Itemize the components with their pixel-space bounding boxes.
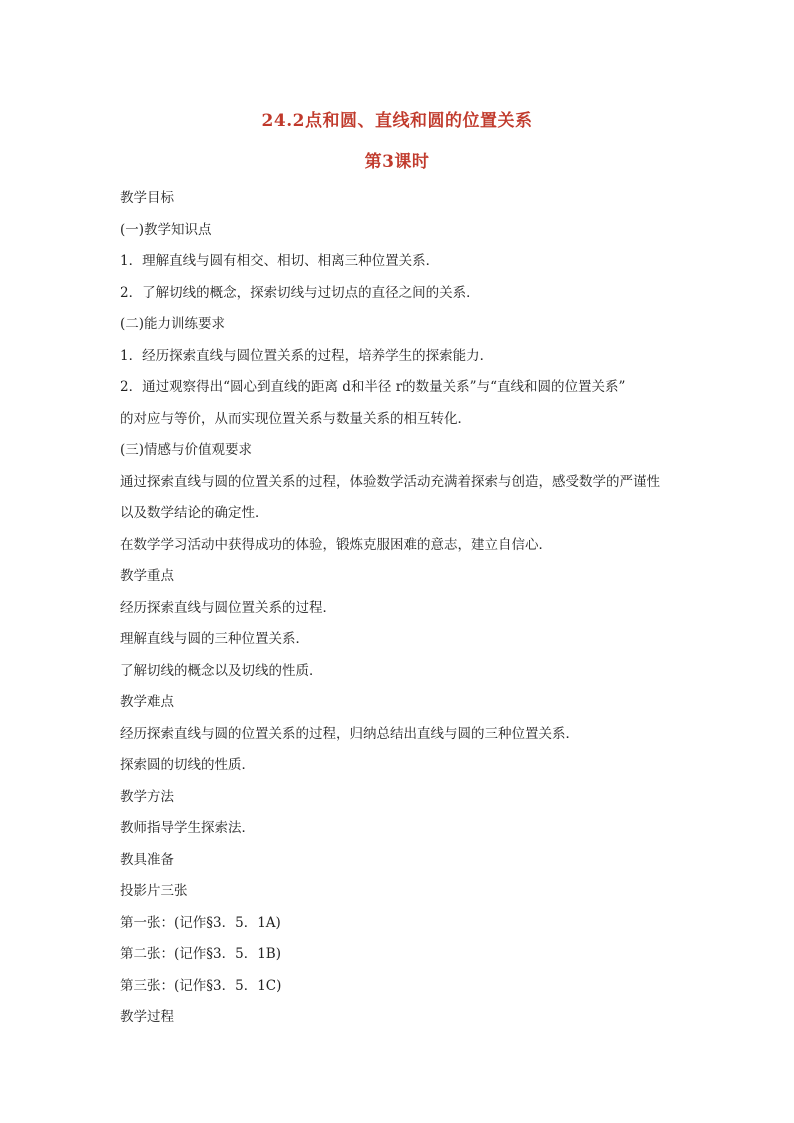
text-line: 通过探索直线与圆的位置关系的过程，体验数学活动充满着探索与创造，感受数学的严谨性 (120, 473, 660, 490)
text-line: 投影片三张 (120, 883, 188, 899)
text-line: 2．了解切线的概念，探索切线与过切点的直径之间的关系． (120, 284, 480, 301)
text-line: 探索圆的切线的性质． (120, 757, 255, 773)
text-line: 第二张：(记作§3．5．1B) (120, 946, 281, 962)
text-line: 了解切线的概念以及切线的性质． (120, 662, 323, 679)
text-line: 第一张：(记作§3．5．1A) (120, 914, 281, 931)
text-line: (一)教学知识点 (120, 221, 212, 238)
text-line: 教学过程 (120, 1009, 174, 1025)
text-line: 以及数学结论的确定性． (120, 505, 269, 521)
text-line: 1．理解直线与圆有相交、相切、相离三种位置关系． (120, 253, 440, 269)
text-line: 教学方法 (120, 788, 174, 805)
text-line: 经历探索直线与圆的位置关系的过程，归纳总结出直线与圆的三种位置关系． (120, 725, 579, 742)
text-line: 教学重点 (120, 568, 174, 584)
document-subtitle: 第3课时 (364, 152, 430, 172)
text-line: 理解直线与圆的三种位置关系． (120, 631, 309, 647)
text-line: 1．经历探索直线与圆位置关系的过程，培养学生的探索能力． (120, 347, 494, 364)
text-line: (二)能力训练要求 (120, 316, 226, 332)
document-title: 24.2点和圆、直线和圆的位置关系 (261, 111, 533, 131)
document-body (120, 183, 680, 1034)
text-line: 教学难点 (120, 694, 174, 710)
text-line: 教学目标 (120, 190, 174, 206)
text-line: 的对应与等价，从而实现位置关系与数量关系的相互转化． (120, 410, 471, 427)
text-line: 2．通过观察得出“圆心到直线的距离 d和半径 r的数量关系”与“直线和圆的位置关系” (120, 379, 626, 395)
text-line: (三)情感与价值观要求 (120, 442, 253, 458)
text-line: 经历探索直线与圆位置关系的过程． (120, 599, 336, 616)
text-line: 教师指导学生探索法． (120, 820, 255, 836)
text-line: 在数学学习活动中获得成功的体验，锻炼克服困难的意志，建立自信心． (120, 536, 552, 553)
text-line: 第三张：(记作§3．5．1C) (120, 977, 282, 994)
text-line: 教具准备 (120, 851, 174, 868)
